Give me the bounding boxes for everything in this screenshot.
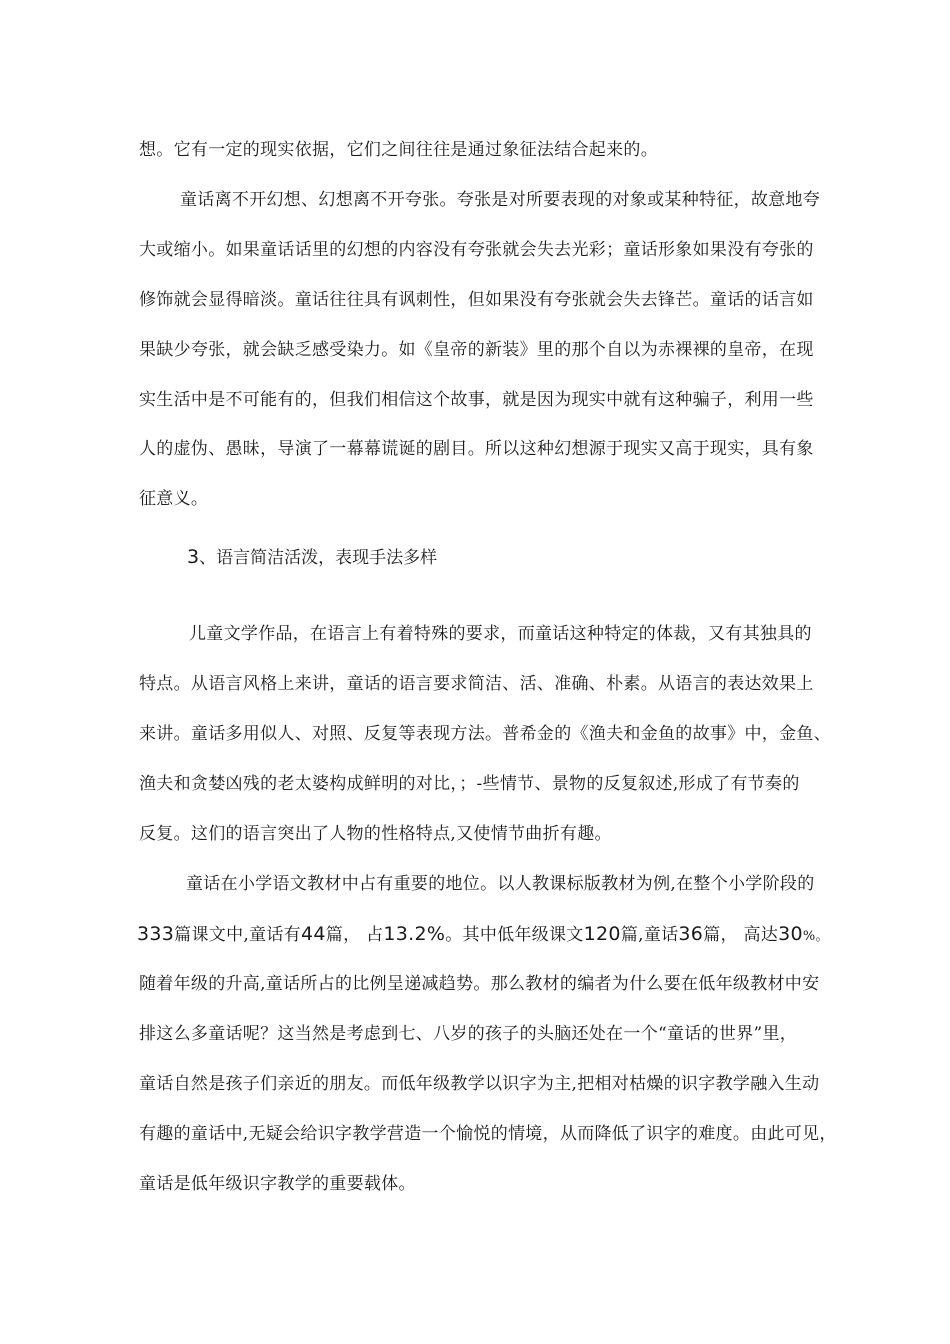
stat-number: 120 <box>583 923 621 945</box>
section-heading <box>187 546 437 569</box>
stat-text: 篇， 高达 <box>703 925 779 945</box>
text-line: 童话是低年级识字教学的重要载体。 <box>139 1174 416 1194</box>
stats-line <box>137 923 829 948</box>
text-line: 特点。从语言风格上来讲，童话的语言要求简洁、活、准确、朴素。从语言的表达效果上 <box>139 674 814 694</box>
text-line: 渔夫和贪婪凶残的老太婆构成鲜明的对比，；-些情节、景物的反复叙述,形成了有节奏的 <box>139 774 800 794</box>
stat-number: 13.2% <box>383 923 446 945</box>
text-line: 果缺少夸张，就会缺乏感受染力。如《皇帝的新装》里的那个自以为赤裸裸的皇帝，在现 <box>139 340 814 360</box>
stat-text: 篇， 占 <box>325 925 384 945</box>
text-line: 大或缩小。如果童话话里的幻想的内容没有夸张就会失去光彩；童话形象如果没有夸张的 <box>139 240 814 260</box>
text-line: 排这么多童话呢？这当然是考虑到七、八岁的孩子的头脑还处在一个“童话的世界”里， <box>139 1024 798 1044</box>
section-heading-text: 、语言简洁活泼，表现手法多样 <box>199 548 438 568</box>
section-number: 3 <box>187 546 200 568</box>
text-line: 有趣的童话中,无疑会给识字教学营造一个愉悦的情境，从而降低了识字的难度。由此可见， <box>139 1124 837 1144</box>
text-line: 人的虚伪、愚昧，导演了一幕幕谎诞的剧目。所以这种幻想源于现实又高于现实，具有象 <box>139 439 814 459</box>
text-line: 想。它有一定的现实依据，它们之间往往是通过象征法结合起来的。 <box>139 140 658 160</box>
text-line: 来讲。童话多用似人、对照、反复等表现方法。普希金的《渔夫和金鱼的故事》中，金鱼、 <box>139 724 831 744</box>
text-line: 儿童文学作品，在语言上有着特殊的要求，而童话这种特定的体裁，又有其独具的 <box>189 624 812 644</box>
stat-number: 44 <box>300 923 326 945</box>
stat-text: 篇,童话 <box>620 925 679 945</box>
text-line: 童话自然是孩子们亲近的朋友。而低年级教学以识字为主,把相对枯燥的识字教学融入生动 <box>139 1074 820 1094</box>
stat-number: 30 <box>778 923 803 945</box>
stat-text: 。其中低年级课文 <box>445 925 584 945</box>
text-line: 征意义。 <box>139 489 209 509</box>
text-line: 反复。这们的语言突出了人物的性格特点,又使情节曲折有趣。 <box>139 824 612 844</box>
stat-number: 333 <box>137 923 175 945</box>
stat-number: 36 <box>678 923 704 945</box>
stat-text: %。 <box>802 929 829 944</box>
text-line: 修饰就会显得暗淡。童话往往具有讽刺性，但如果没有夸张就会失去锋芒。童话的话言如 <box>139 290 814 310</box>
text-line: 童话离不开幻想、幻想离不开夸张。夸张是对所要表现的对象或某种特征，故意地夸 <box>180 190 821 210</box>
text-line: 童话在小学语文教材中占有重要的地位。以人教课标版教材为例,在整个小学阶段的 <box>186 874 815 894</box>
text-line: 实生活中是不可能有的，但我们相信这个故事，就是因为现实中就有这种骗子，利用一些 <box>139 390 814 410</box>
stat-text: 篇课文中,童话有 <box>174 925 301 945</box>
text-line: 随着年级的升高,童话所占的比例呈递减趋势。那么教材的编者为什么要在低年级教材中安 <box>139 974 820 994</box>
